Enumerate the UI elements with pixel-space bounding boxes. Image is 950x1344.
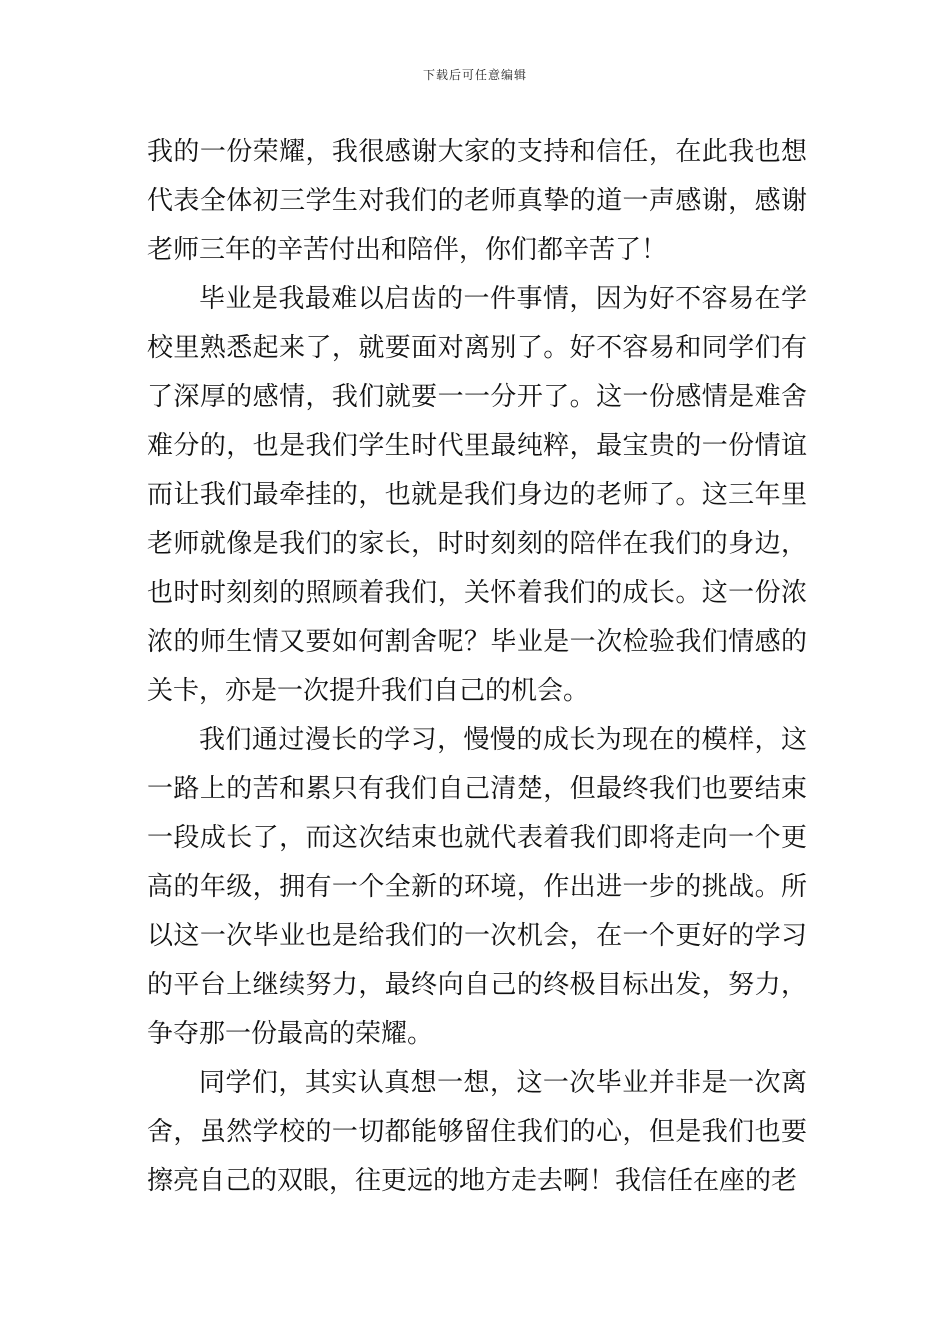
paragraph-4: 同学们，其实认真想一想，这一次毕业并非是一次离舍，虽然学校的一切都能够留住我们的心，但是我们也要擦亮自己的双眼，往更远的地方走去啊！我信任在座的老 bbox=[147, 1068, 807, 1196]
paragraph-2: 毕业是我最难以启齿的一件事情，因为好不容易在学校里熟悉起来了，就要面对离别了。好不容易和同学们有了深厚的感情，我们就要一一分开了。这一份感情是难舍难分的，也是我们学生时代里最纯粹，最宝贵的一份情谊而让我们最牵挂的，也就是我们身边的老师了。这三年里老师就像是我们的家长，时时刻刻的陪伴在我们的身边，也时时刻刻的照顾着我们，关怀着我们的成长。这一份浓浓的师生情又要如何割舍呢？毕业是一次检验我们情感的关卡，亦是一次提升我们自己的机会。 bbox=[147, 284, 807, 706]
paragraph-1: 我的一份荣耀，我很感谢大家的支持和信任，在此我也想代表全体初三学生对我们的老师真挚的道一声感谢，感谢老师三年的辛苦付出和陪伴，你们都辛苦了！ bbox=[147, 137, 807, 265]
page-header-note: 下载后可任意编辑 bbox=[422, 68, 527, 82]
document-body bbox=[147, 128, 807, 1206]
paragraph-3: 我们通过漫长的学习，慢慢的成长为现在的模样，这一路上的苦和累只有我们自己清楚，但最终我们也要结束一段成长了，而这次结束也就代表着我们即将走向一个更高的年级，拥有一个全新的环境，作出进一步的挑战。所以这一次毕业也是给我们的一次机会，在一个更好的学习的平台上继续努力，最终向自己的终极目标出发，努力，争夺那一份最高的荣耀。 bbox=[147, 725, 807, 1049]
